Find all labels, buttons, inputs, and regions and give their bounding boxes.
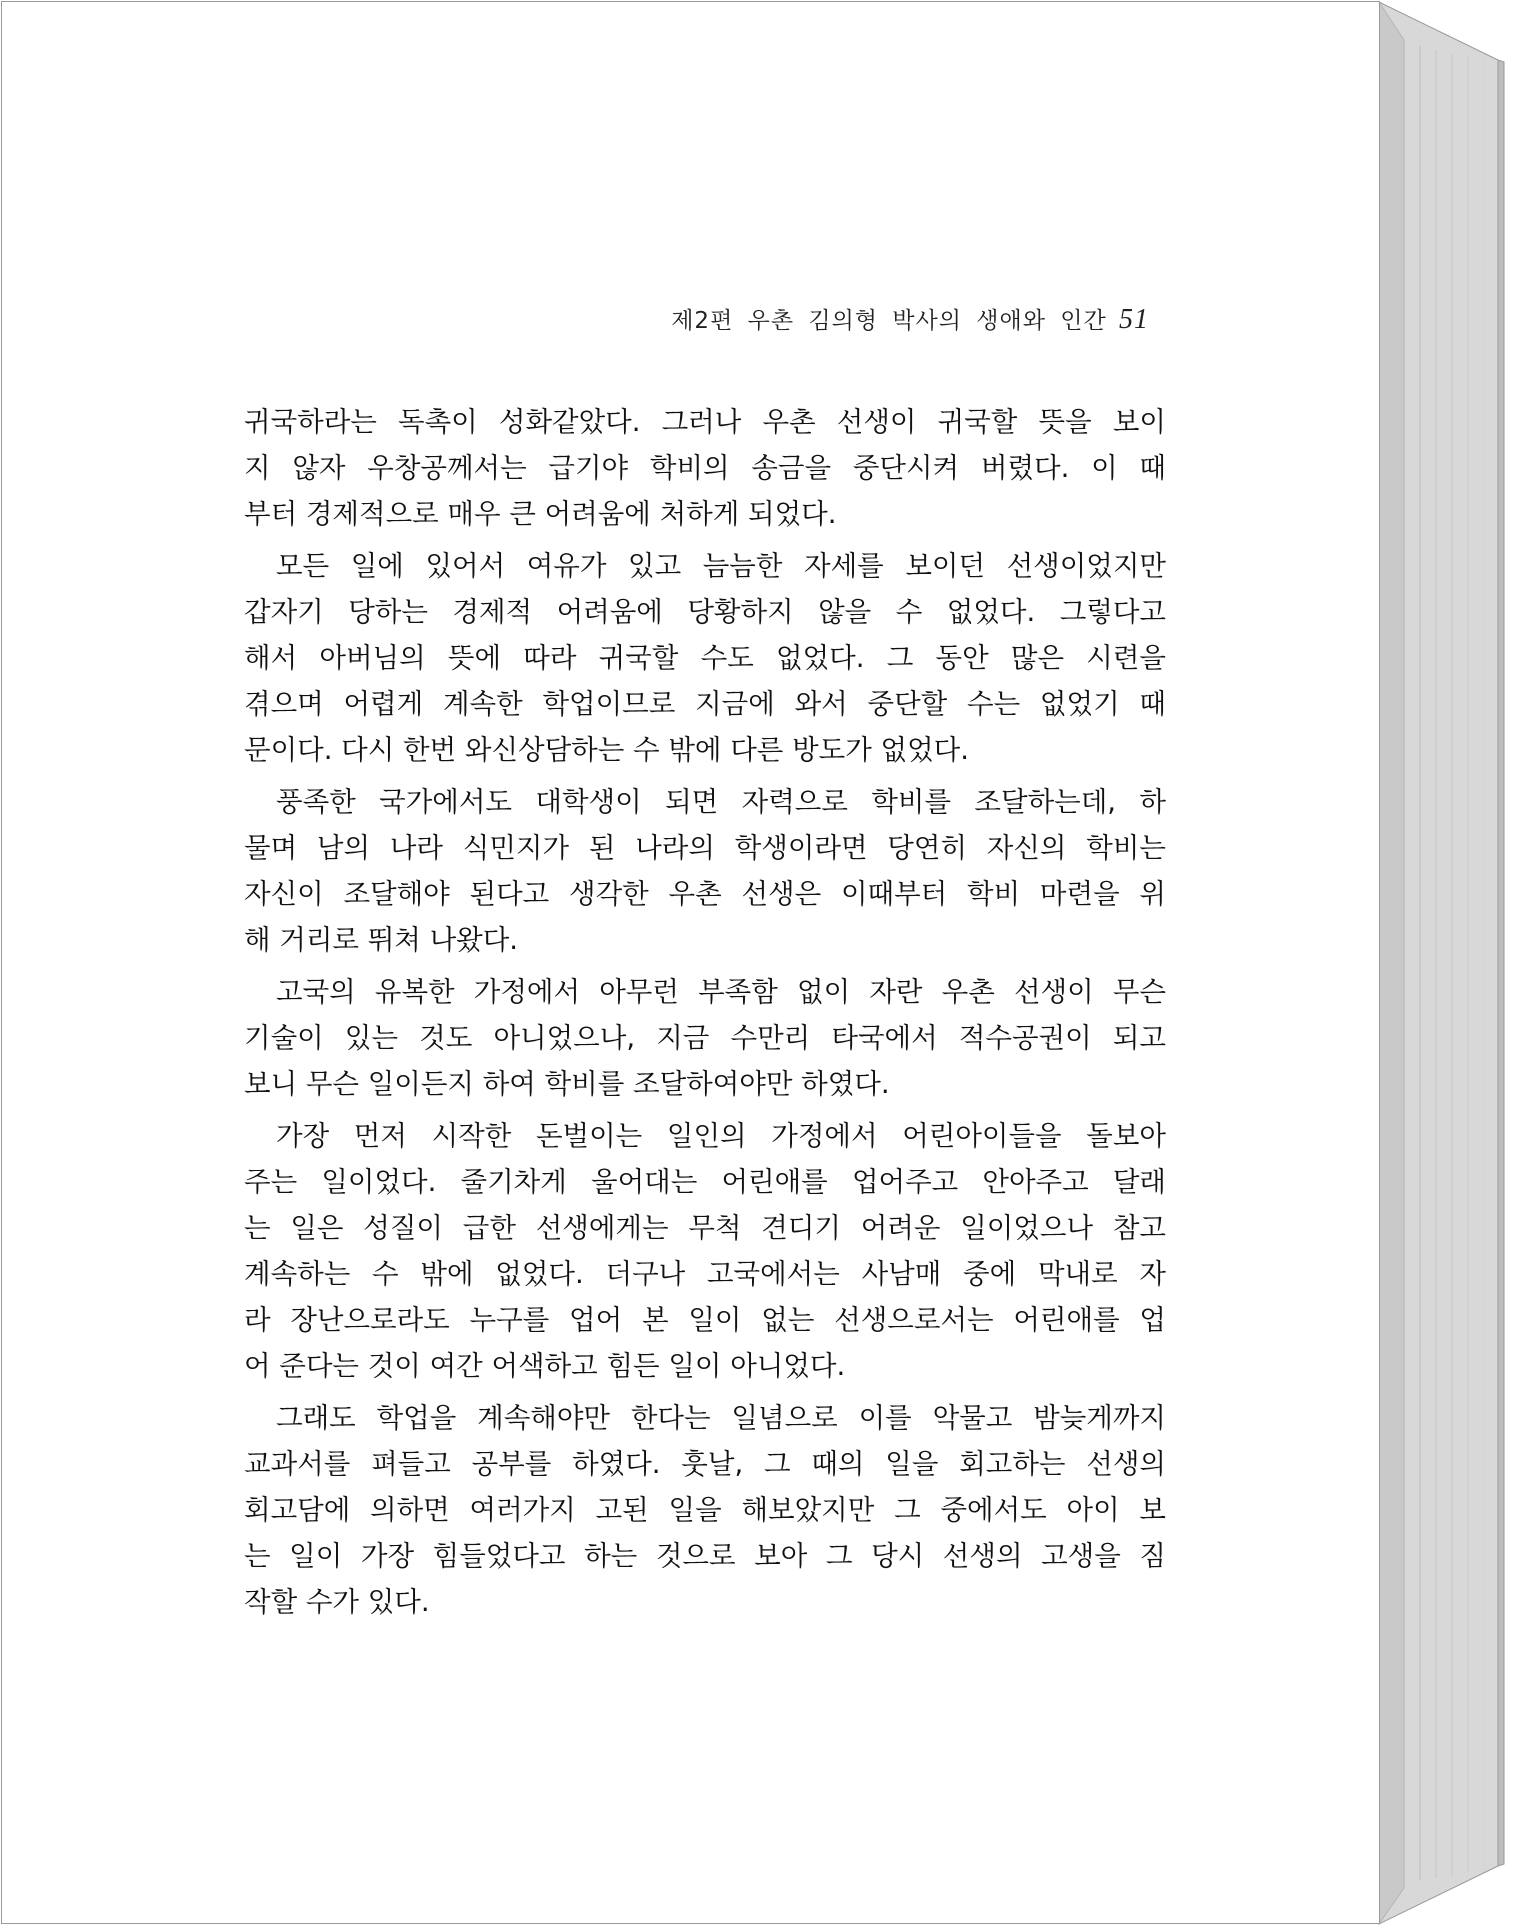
- text-line: 해 거리로 뛰쳐 나왔다.: [244, 924, 519, 956]
- text-line: 문이다. 다시 한번 와신상담하는 수 밖에 다른 방도가 없었다.: [244, 734, 969, 766]
- paragraph: [244, 1395, 1166, 1625]
- text-line: 고국의 유복한 가정에서 아무런 부족함 없이 자란 우촌 선생이 무슨: [276, 976, 1166, 1008]
- text-line: 지 않자 우창공께서는 급기야 학비의 송금을 중단시켜 버렸다. 이 때: [244, 452, 1166, 484]
- paragraph: [244, 779, 1166, 963]
- text-line: 계속하는 수 밖에 없었다. 더구나 고국에서는 사남매 중에 막내로 자: [244, 1258, 1166, 1290]
- paragraph: [244, 399, 1166, 537]
- text-line: 는 일은 성질이 급한 선생에게는 무척 견디기 어려운 일이었으나 참고: [244, 1212, 1166, 1244]
- running-head-title: 제2편 우촌 김의형 박사의 생애와 인간: [671, 308, 1107, 334]
- text-line: 자신이 조달해야 된다고 생각한 우촌 선생은 이때부터 학비 마련을 위: [244, 878, 1166, 910]
- text-line: 기술이 있는 것도 아니었으나, 지금 수만리 타국에서 적수공권이 되고: [244, 1022, 1166, 1054]
- text-line: 귀국하라는 독촉이 성화같았다. 그러나 우촌 선생이 귀국할 뜻을 보이: [244, 406, 1166, 438]
- text-line: 는 일이 가장 힘들었다고 하는 것으로 보아 그 당시 선생의 고생을 짐: [244, 1540, 1166, 1572]
- paragraph: [244, 969, 1166, 1107]
- text-line: 교과서를 펴들고 공부를 하였다. 훗날, 그 때의 일을 회고하는 선생의: [244, 1448, 1166, 1480]
- text-line: 어 준다는 것이 여간 어색하고 힘든 일이 아니었다.: [244, 1350, 846, 1382]
- paragraph: [244, 543, 1166, 773]
- text-line: 모든 일에 있어서 여유가 있고 늠늠한 자세를 보이던 선생이었지만: [276, 550, 1166, 582]
- text-line: 주는 일이었다. 줄기차게 울어대는 어린애를 업어주고 안아주고 달래: [244, 1166, 1166, 1198]
- text-line: 부터 경제적으로 매우 큰 어려움에 처하게 되었다.: [244, 498, 837, 530]
- text-line: 가장 먼저 시작한 돈벌이는 일인의 가정에서 어린아이들을 돌보아: [276, 1120, 1166, 1152]
- paragraph: [244, 1113, 1166, 1389]
- book-page: [1, 1, 1380, 1924]
- body-text: [244, 399, 1166, 1631]
- text-line: 작할 수가 있다.: [244, 1586, 430, 1618]
- text-line: 회고담에 의하면 여러가지 고된 일을 해보았지만 그 중에서도 아이 보: [244, 1494, 1166, 1526]
- text-line: 해서 아버님의 뜻에 따라 귀국할 수도 없었다. 그 동안 많은 시련을: [244, 642, 1166, 674]
- text-line: 갑자기 당하는 경제적 어려움에 당황하지 않을 수 없었다. 그렇다고: [244, 596, 1166, 628]
- text-line: 그래도 학업을 계속해야만 한다는 일념으로 이를 악물고 밤늦게까지: [276, 1402, 1166, 1434]
- text-line: 풍족한 국가에서도 대학생이 되면 자력으로 학비를 조달하는데, 하: [276, 786, 1166, 818]
- text-line: 물며 남의 나라 식민지가 된 나라의 학생이라면 당연히 자신의 학비는: [244, 832, 1166, 864]
- text-line: 라 장난으로라도 누구를 업어 본 일이 없는 선생으로서는 어린애를 업: [244, 1304, 1166, 1336]
- text-line: 보니 무슨 일이든지 하여 학비를 조달하여야만 하였다.: [244, 1068, 890, 1100]
- running-head: [2, 302, 1149, 336]
- text-line: 겪으며 어렵게 계속한 학업이므로 지금에 와서 중단할 수는 없었기 때: [244, 688, 1166, 720]
- page-number: 51: [1119, 304, 1149, 335]
